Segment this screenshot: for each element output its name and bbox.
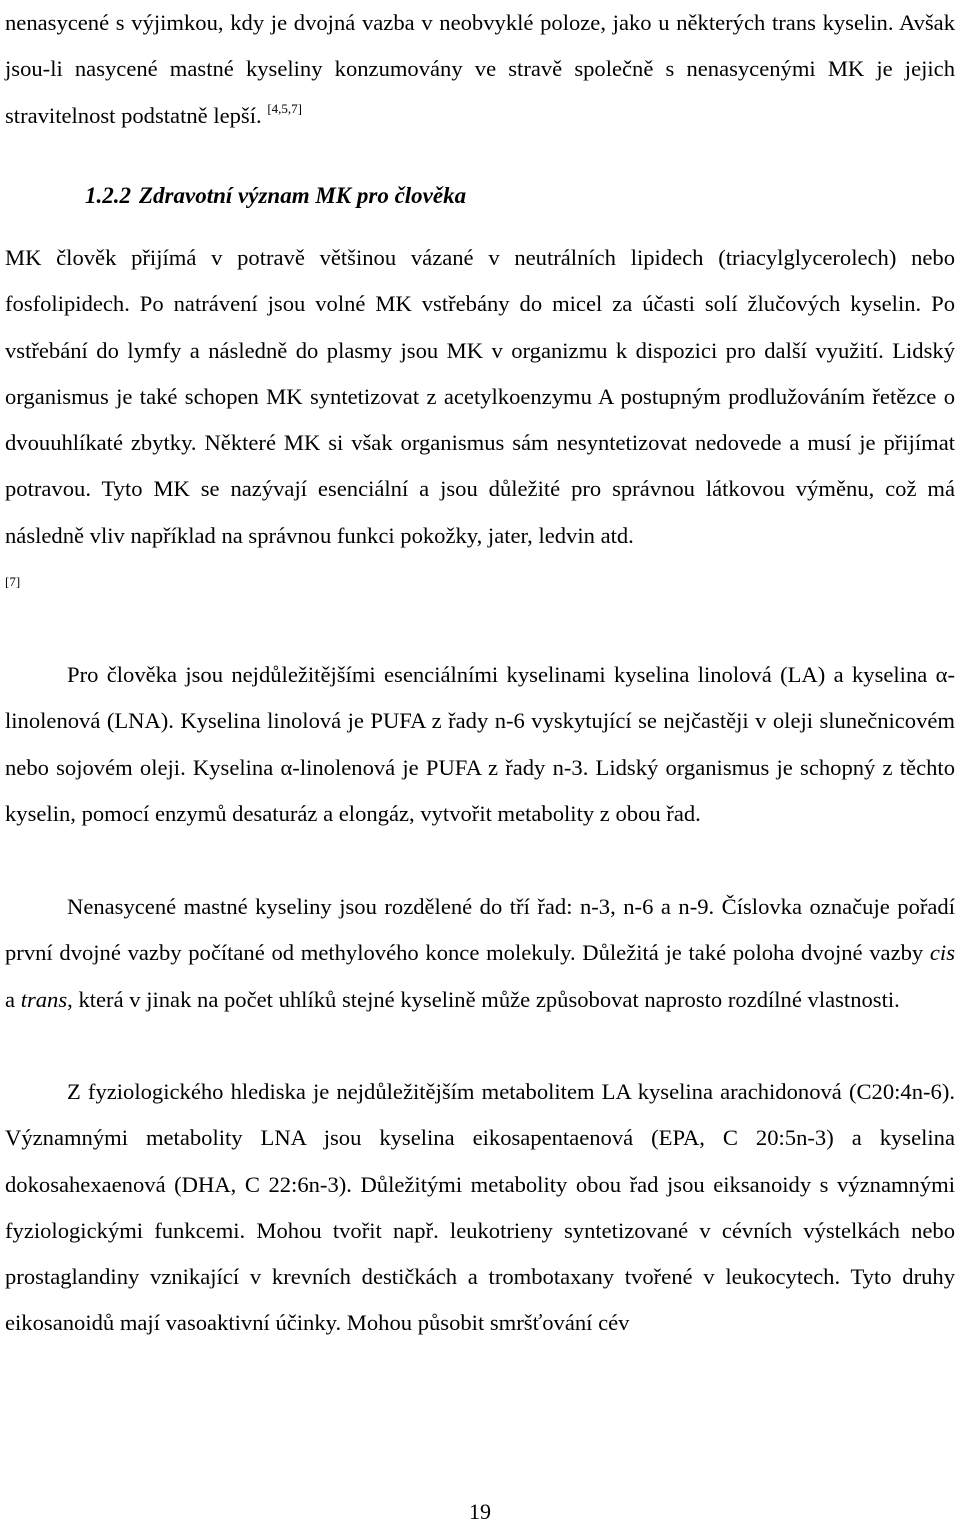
trans-term: trans [20,986,68,1012]
page-number: 19 [469,1499,491,1524]
section-title: Zdravotní význam MK pro člověka [139,183,467,208]
paragraph-2 [5,652,955,837]
cis-term: cis [929,940,955,966]
intro-citation: [4,5,7] [267,100,302,116]
paragraph-1-citation: [7] [5,574,21,590]
paragraph-1-text: MK člověk přijímá v potravě většinou vázané v neutrálních lipidech (triacylglycerolech) nebo fosfolipidech. Po natrávení jsou volné MK vstřebány do micel za účasti solí žlučových kyselin. Po vstřebání do lymfy a následně do plasmy jsou MK v organizmu k dispozici pro další využití. Lidský organismus je také schopen MK syntetizovat z acetylkoenzymu A postupným prodlužováním řetězce o dvouuhlíkaté zbytky. Některé MK si však organismus sám nesyntetizovat nedovede a musí je přijímat potravou. Tyto MK se nazývají esenciální a jsou důležité pro správnou látkovou výměnu, což má následně vliv například na správnou funkci pokožky, jater, ledvin atd. [5,245,955,548]
section-number: 1.2.2 [85,183,131,208]
paragraph-4 [5,1069,955,1347]
paragraph-3-part1: Nenasycené mastné kyseliny jsou rozdělené do tří řad: n-3, n-6 a n-9. Číslovka označuje pořadí první dvojné vazby počítané od methylového konce molekuly. Důležitá je také poloha dvojné vazby [5,894,955,966]
section-heading [85,176,466,216]
intro-paragraph [5,0,955,139]
paragraph-4-text: Z fyziologického hlediska je nejdůležitějším metabolitem LA kyselina arachidonová (C20:4n-6). Významnými metabolity LNA jsou kyselina eikosapentaenová (EPA, C 20:5n-3) a kyselina dokosahexaenová (DHA, C 22:6n-3). Důležitými metabolity obou řad jsou eiksanoidy s významnými fyziologickými funkcemi. Mohou tvořit např. leukotrieny syntetizované v cévních výstelkách nebo prostaglandiny vznikající v krevních destičkách a trombotaxany tvořené v leukocytech. Tyto druhy eikosanoidů mají vasoaktivní účinky. Mohou působit smršťování cév [5,1079,955,1336]
paragraph-1 [5,235,955,612]
paragraph-3 [5,884,955,1023]
paragraph-3-part2: , která v jinak na počet uhlíků stejné kyselině může způsobovat naprosto rozdílné vlastnosti. [67,986,900,1012]
paragraph-3-and: a [5,986,21,1012]
paragraph-2-text: Pro člověka jsou nejdůležitějšími esenciálními kyselinami kyselina linolová (LA) a kyselina α-linolenová (LNA). Kyselina linolová je PUFA z řady n-6 vyskytující se nejčastěji v oleji slunečnicovém nebo sojovém oleji. Kyselina α-linolenová je PUFA z řady n-3. Lidský organismus je schopný z těchto kyselin, pomocí enzymů desaturáz a elongáz, vytvořit metabolity z obou řad. [5,662,955,826]
intro-text: nenasycené s výjimkou, kdy je dvojná vazba v neobvyklé poloze, jako u některých trans kyselin. Avšak jsou-li nasycené mastné kyseliny konzumovány ve stravě společně s nenasycenými MK je jejich stravitelnost podstatně lepší. [5,10,955,128]
